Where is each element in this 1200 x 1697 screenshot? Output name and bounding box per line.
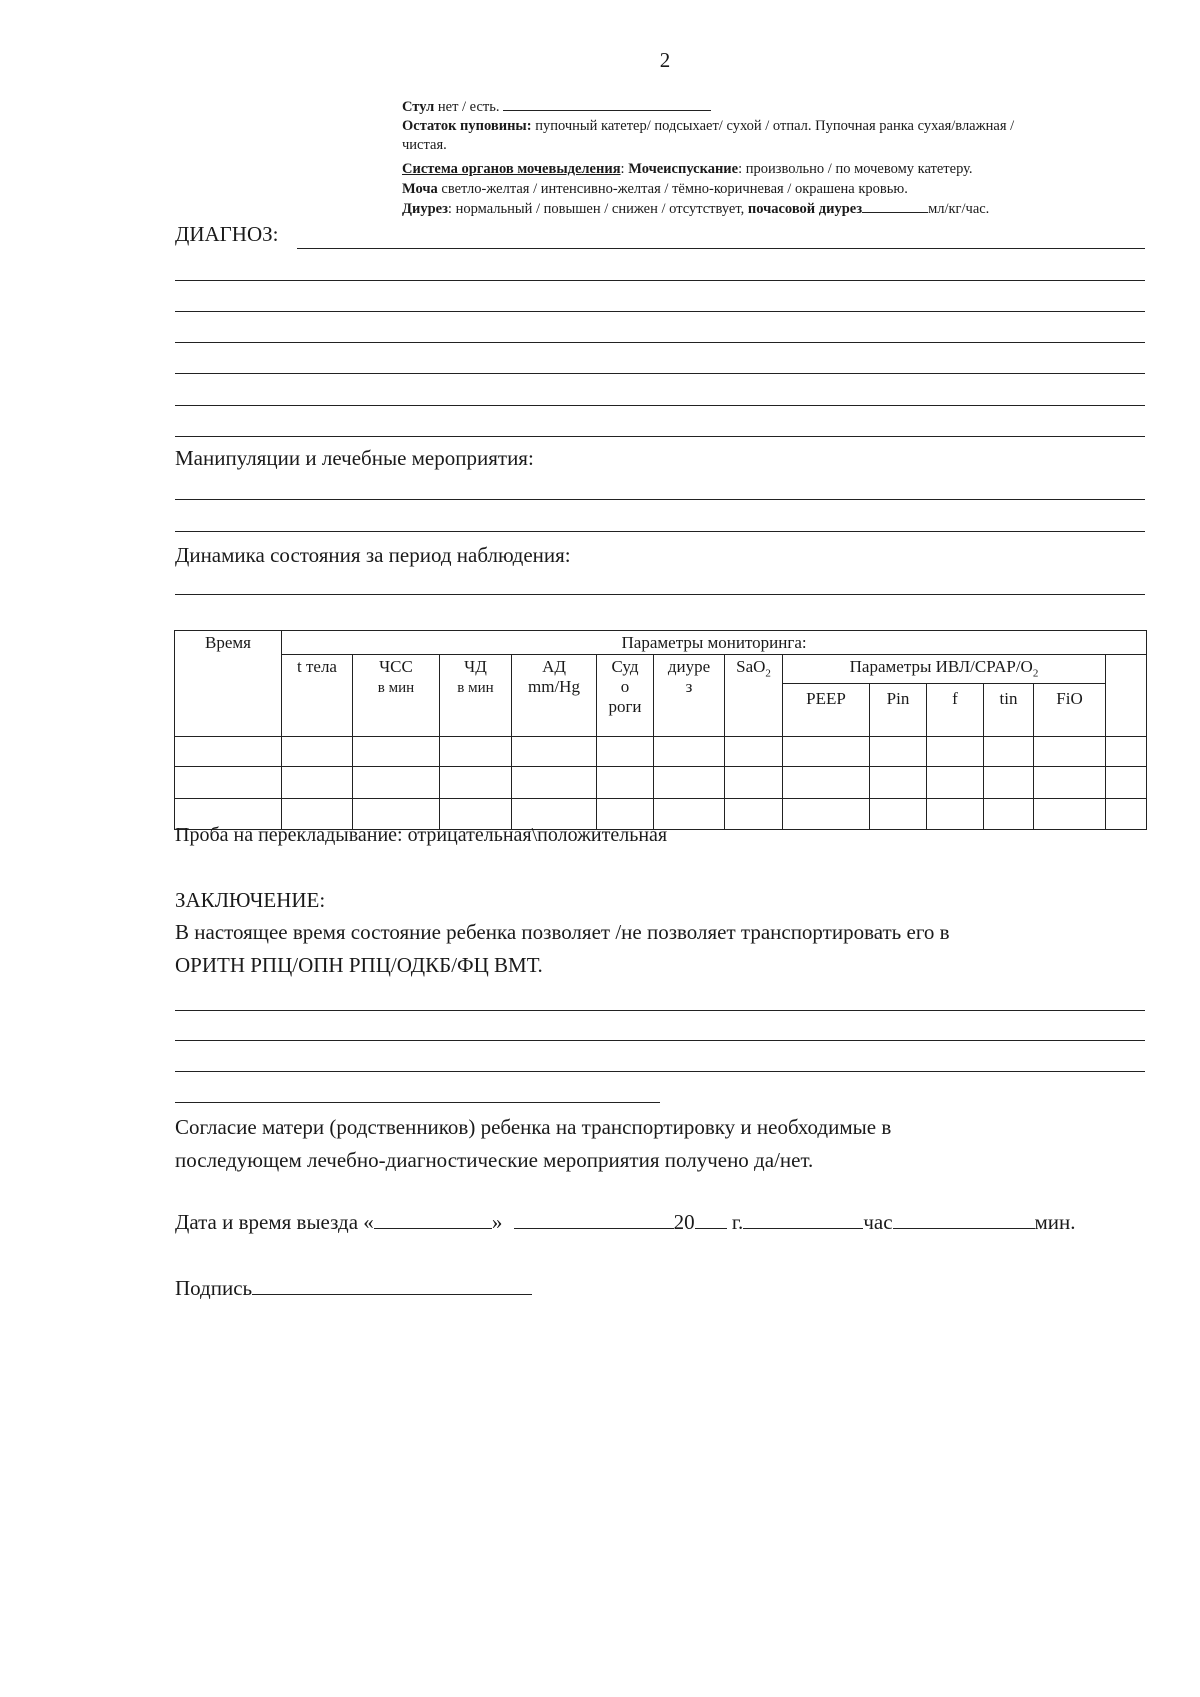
urine-text: светло-желтая / интенсивно-желтая / тёмно-коричневая / окрашена кровью.	[437, 181, 908, 197]
table-row	[175, 767, 1147, 799]
urinary-line: Система органов мочевыделения: Мочеиспускание: произвольно / по мочевому катетеру.	[402, 161, 973, 177]
consent-text-2: последующем лечебно-диагностические мероприятия получено да/нет.	[175, 1148, 814, 1172]
ventilation-header: Параметры ИВЛ/$CPAP/O_2$	[783, 655, 1106, 684]
diagnosis-line-6[interactable]	[175, 405, 1145, 406]
conclusion-label: ЗАКЛЮЧЕНИЕ:	[175, 888, 326, 912]
dynamics-label: Динамика состояния за период наблюдения:	[175, 543, 571, 567]
conclusion-text-2: ОРИТН РПЦ/ОПН РПЦ/ОДКБ/ФЦ ВМТ.	[175, 953, 543, 977]
signature-line	[175, 1276, 532, 1301]
conclusion-line-3[interactable]	[175, 1071, 1145, 1072]
conclusion-text-1: В настоящее время состояние ребенка позволяет /не позволяет транспортировать его в	[175, 920, 950, 944]
departure-quote-close: »	[491, 1210, 503, 1234]
heart-rate-header: ЧСС в мин	[353, 655, 440, 737]
cord-line	[402, 117, 1052, 155]
departure-hour-blank[interactable]	[743, 1210, 863, 1229]
manipulations-line-1[interactable]	[175, 499, 1145, 500]
pin-header: Pin	[870, 684, 927, 737]
departure-hour-label: час	[863, 1210, 893, 1234]
cord-label: Остаток пуповины:	[402, 118, 532, 134]
hourly-diuresis-unit: мл/кг/час.	[928, 201, 990, 217]
hourly-diuresis-blank[interactable]	[862, 200, 928, 213]
urination-text: : произвольно / по мочевому катетеру.	[738, 161, 973, 177]
diagnosis-line-7[interactable]	[175, 436, 1145, 437]
urination-label: Мочеиспускание	[628, 161, 739, 177]
conclusion-line-4[interactable]	[175, 1102, 660, 1103]
stool-blank[interactable]	[503, 98, 711, 111]
blood-pressure-header: АД mm/Hg	[512, 655, 597, 737]
fio-header: FiO	[1034, 684, 1106, 737]
departure-min-label: мин.	[1034, 1210, 1076, 1234]
monitoring-table	[174, 630, 1147, 830]
conclusion-line-1[interactable]	[175, 1010, 1145, 1011]
manipulations-line-2[interactable]	[175, 531, 1145, 532]
stool-text: нет / есть.	[434, 99, 500, 115]
diagnosis-line-3[interactable]	[175, 311, 1145, 312]
table-row	[175, 737, 1147, 767]
hourly-diuresis-label: почасовой диурез	[747, 201, 863, 217]
departure-min-blank[interactable]	[893, 1210, 1035, 1229]
diuresis-header: диуре з	[654, 655, 725, 737]
dynamics-line-1[interactable]	[175, 594, 1145, 595]
resp-rate-header: ЧД в мин	[440, 655, 512, 737]
diuresis-label: Диурез	[402, 201, 448, 217]
stool-line	[402, 98, 1182, 117]
diuresis-text: : нормальный / повышен / снижен / отсутствует,	[447, 201, 745, 217]
departure-month-blank[interactable]	[514, 1210, 674, 1229]
diagnosis-line-2[interactable]	[175, 280, 1145, 281]
conclusion-line-2[interactable]	[175, 1040, 1145, 1041]
time-header: Время	[175, 631, 282, 737]
diagnosis-line-1[interactable]	[297, 248, 1145, 249]
seizures-header: Суд о роги	[597, 655, 654, 737]
urine-label: Моча	[402, 181, 438, 197]
shift-test: Проба на перекладывание: отрицательная\положительная	[175, 824, 668, 846]
stool-label: Стул	[402, 99, 435, 115]
departure-label: Дата и время выезда «	[175, 1210, 374, 1234]
diagnosis-label: ДИАГНОЗ:	[175, 222, 279, 246]
manipulations-label: Манипуляции и лечебные мероприятия:	[175, 446, 534, 470]
departure-day-blank[interactable]	[374, 1210, 492, 1229]
diagnosis-line-5[interactable]	[175, 373, 1145, 374]
signature-blank[interactable]	[252, 1276, 532, 1295]
diuresis-line	[402, 200, 1182, 219]
departure-year-suffix: г.	[731, 1210, 744, 1234]
peep-header: PEEP	[783, 684, 870, 737]
signature-label: Подпись	[175, 1276, 253, 1300]
temperature-header: t тела	[282, 655, 353, 737]
departure-year-prefix: 20	[673, 1210, 695, 1234]
diagnosis-line-4[interactable]	[175, 342, 1145, 343]
extra-header-cell	[1106, 655, 1147, 737]
departure-line	[175, 1210, 1076, 1235]
urinary-label: Система органов мочевыделения	[402, 161, 621, 177]
page-number: 2	[659, 48, 671, 72]
cord-text: пупочный катетер/ подсыхает/ сухой / отпал. Пупочная ранка сухая/влажная / чистая.	[402, 118, 1015, 153]
urine-line	[402, 180, 1182, 199]
tin-header: tin	[984, 684, 1034, 737]
sao2-header: SaO$_2$	[725, 655, 783, 737]
consent-text-1: Согласие матери (родственников) ребенка на транспортировку и необходимые в	[175, 1115, 892, 1139]
departure-year-blank[interactable]	[695, 1210, 727, 1229]
f-header: f	[927, 684, 984, 737]
monitoring-header: Параметры мониторинга:	[282, 631, 1147, 655]
